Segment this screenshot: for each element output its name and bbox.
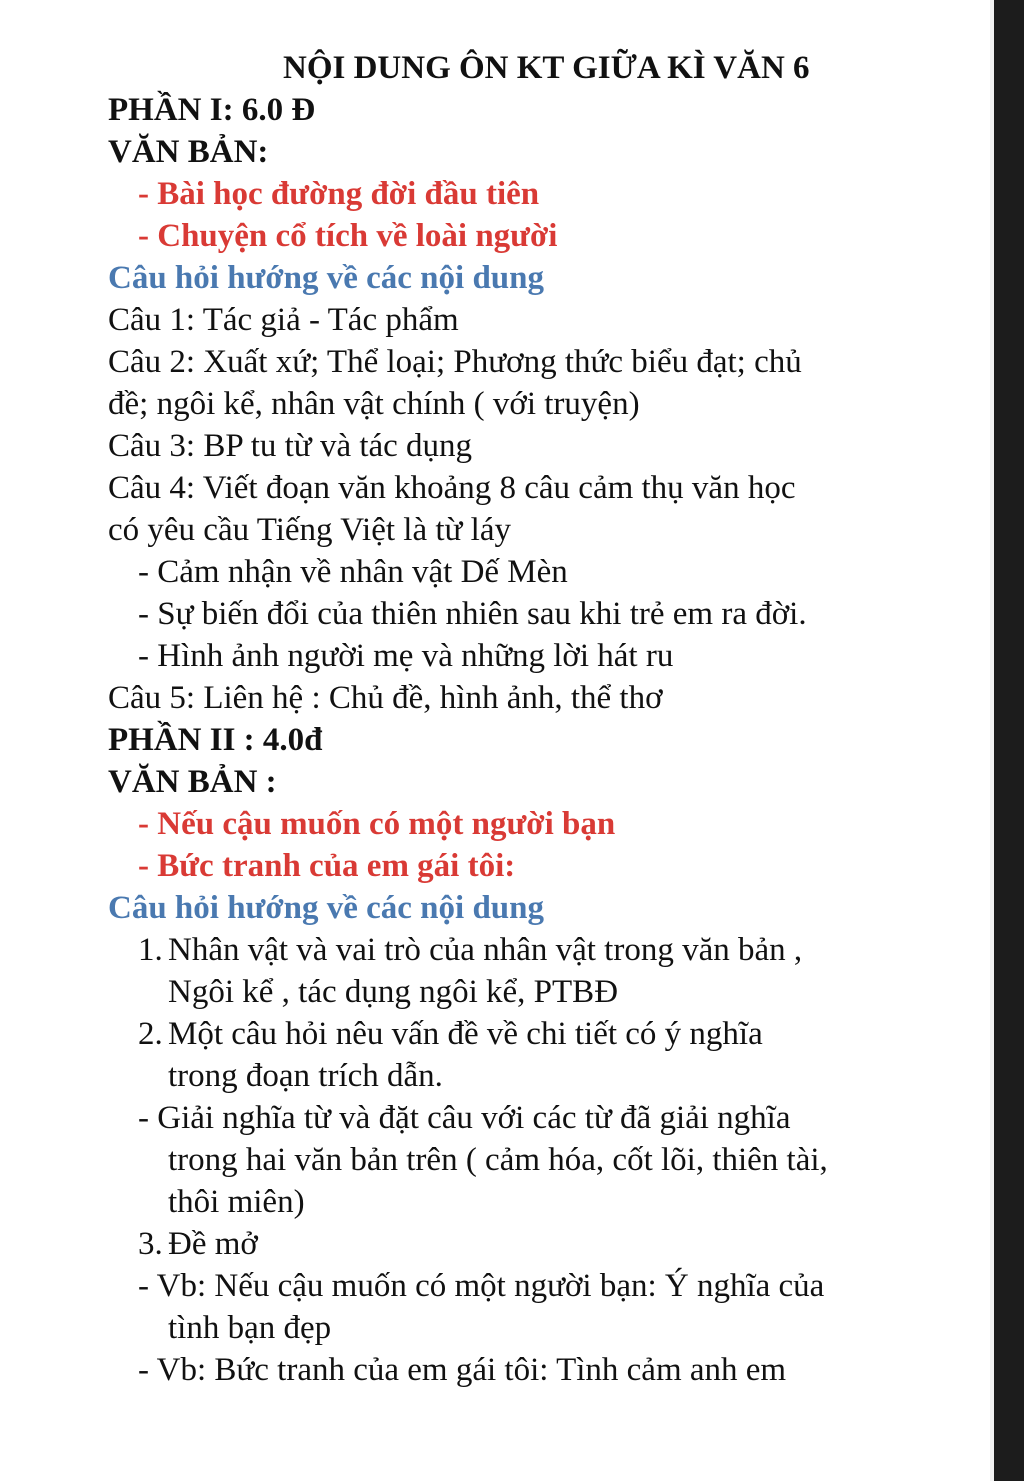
- part2-heading: PHẦN II : 4.0đ: [108, 722, 323, 758]
- part1-questions-heading: Câu hỏi hướng về các nội dung: [108, 260, 545, 296]
- question-4-item: - Cảm nhận về nhân vật Dế Mèn: [138, 554, 568, 590]
- question-1: Câu 1: Tác giả - Tác phẩm: [108, 302, 459, 338]
- question-2-line: đề; ngôi kể, nhân vật chính ( với truyện): [108, 386, 640, 422]
- dash-item: - Vb: Bức tranh của em gái tôi: Tình cảm anh em: [138, 1352, 787, 1388]
- part1-heading: PHẦN I: 6.0 Đ: [108, 92, 316, 128]
- question-5: Câu 5: Liên hệ : Chủ đề, hình ảnh, thể thơ: [108, 680, 663, 716]
- question-2-line: Câu 2: Xuất xứ; Thể loại; Phương thức biểu đạt; chủ: [108, 344, 802, 380]
- part1-texts-label: VĂN BẢN:: [108, 134, 269, 170]
- numbered-item-1-cont: Ngôi kể , tác dụng ngôi kể, PTBĐ: [168, 974, 619, 1010]
- dash-item-cont: trong hai văn bản trên ( cảm hóa, cốt lõi, thiên tài,: [168, 1142, 828, 1178]
- question-4-item: - Sự biến đổi của thiên nhiên sau khi trẻ em ra đời.: [138, 596, 807, 632]
- question-4-line: Câu 4: Viết đoạn văn khoảng 8 câu cảm thụ văn học: [108, 470, 796, 506]
- list-number: 2.: [138, 1016, 163, 1052]
- dash-item-cont: tình bạn đẹp: [168, 1310, 332, 1346]
- numbered-item-2: [138, 1014, 763, 1054]
- numbered-item-3: [138, 1224, 258, 1264]
- part2-questions-heading: Câu hỏi hướng về các nội dung: [108, 890, 545, 926]
- dash-item: - Giải nghĩa từ và đặt câu với các từ đã giải nghĩa: [138, 1100, 791, 1136]
- numbered-item-1: [138, 930, 802, 970]
- dash-item-cont: thôi miên): [168, 1184, 305, 1220]
- question-3: Câu 3: BP tu từ và tác dụng: [108, 428, 473, 464]
- part1-text-item: - Chuyện cổ tích về loài người: [138, 218, 558, 254]
- list-number: 1.: [138, 932, 163, 968]
- dark-border-strip: [994, 0, 1024, 1481]
- page-title: NỘI DUNG ÔN KT GIỮA KÌ VĂN 6: [283, 50, 810, 86]
- list-number: 3.: [138, 1226, 163, 1262]
- dash-item: - Vb: Nếu cậu muốn có một người bạn: Ý nghĩa của: [138, 1268, 825, 1304]
- list-text: Nhân vật và vai trò của nhân vật trong văn bản ,: [168, 932, 803, 968]
- list-text: Một câu hỏi nêu vấn đề về chi tiết có ý nghĩa: [168, 1016, 763, 1052]
- numbered-item-2-cont: trong đoạn trích dẫn.: [168, 1058, 443, 1094]
- list-text: Đề mở: [168, 1226, 258, 1262]
- part2-texts-label: VĂN BẢN :: [108, 764, 277, 800]
- part2-text-item: - Nếu cậu muốn có một người bạn: [138, 806, 616, 842]
- question-4-item: - Hình ảnh người mẹ và những lời hát ru: [138, 638, 674, 674]
- part1-text-item: - Bài học đường đời đầu tiên: [138, 176, 540, 212]
- question-4-line: có yêu cầu Tiếng Việt là từ láy: [108, 512, 511, 548]
- part2-text-item: - Bức tranh của em gái tôi:: [138, 848, 516, 884]
